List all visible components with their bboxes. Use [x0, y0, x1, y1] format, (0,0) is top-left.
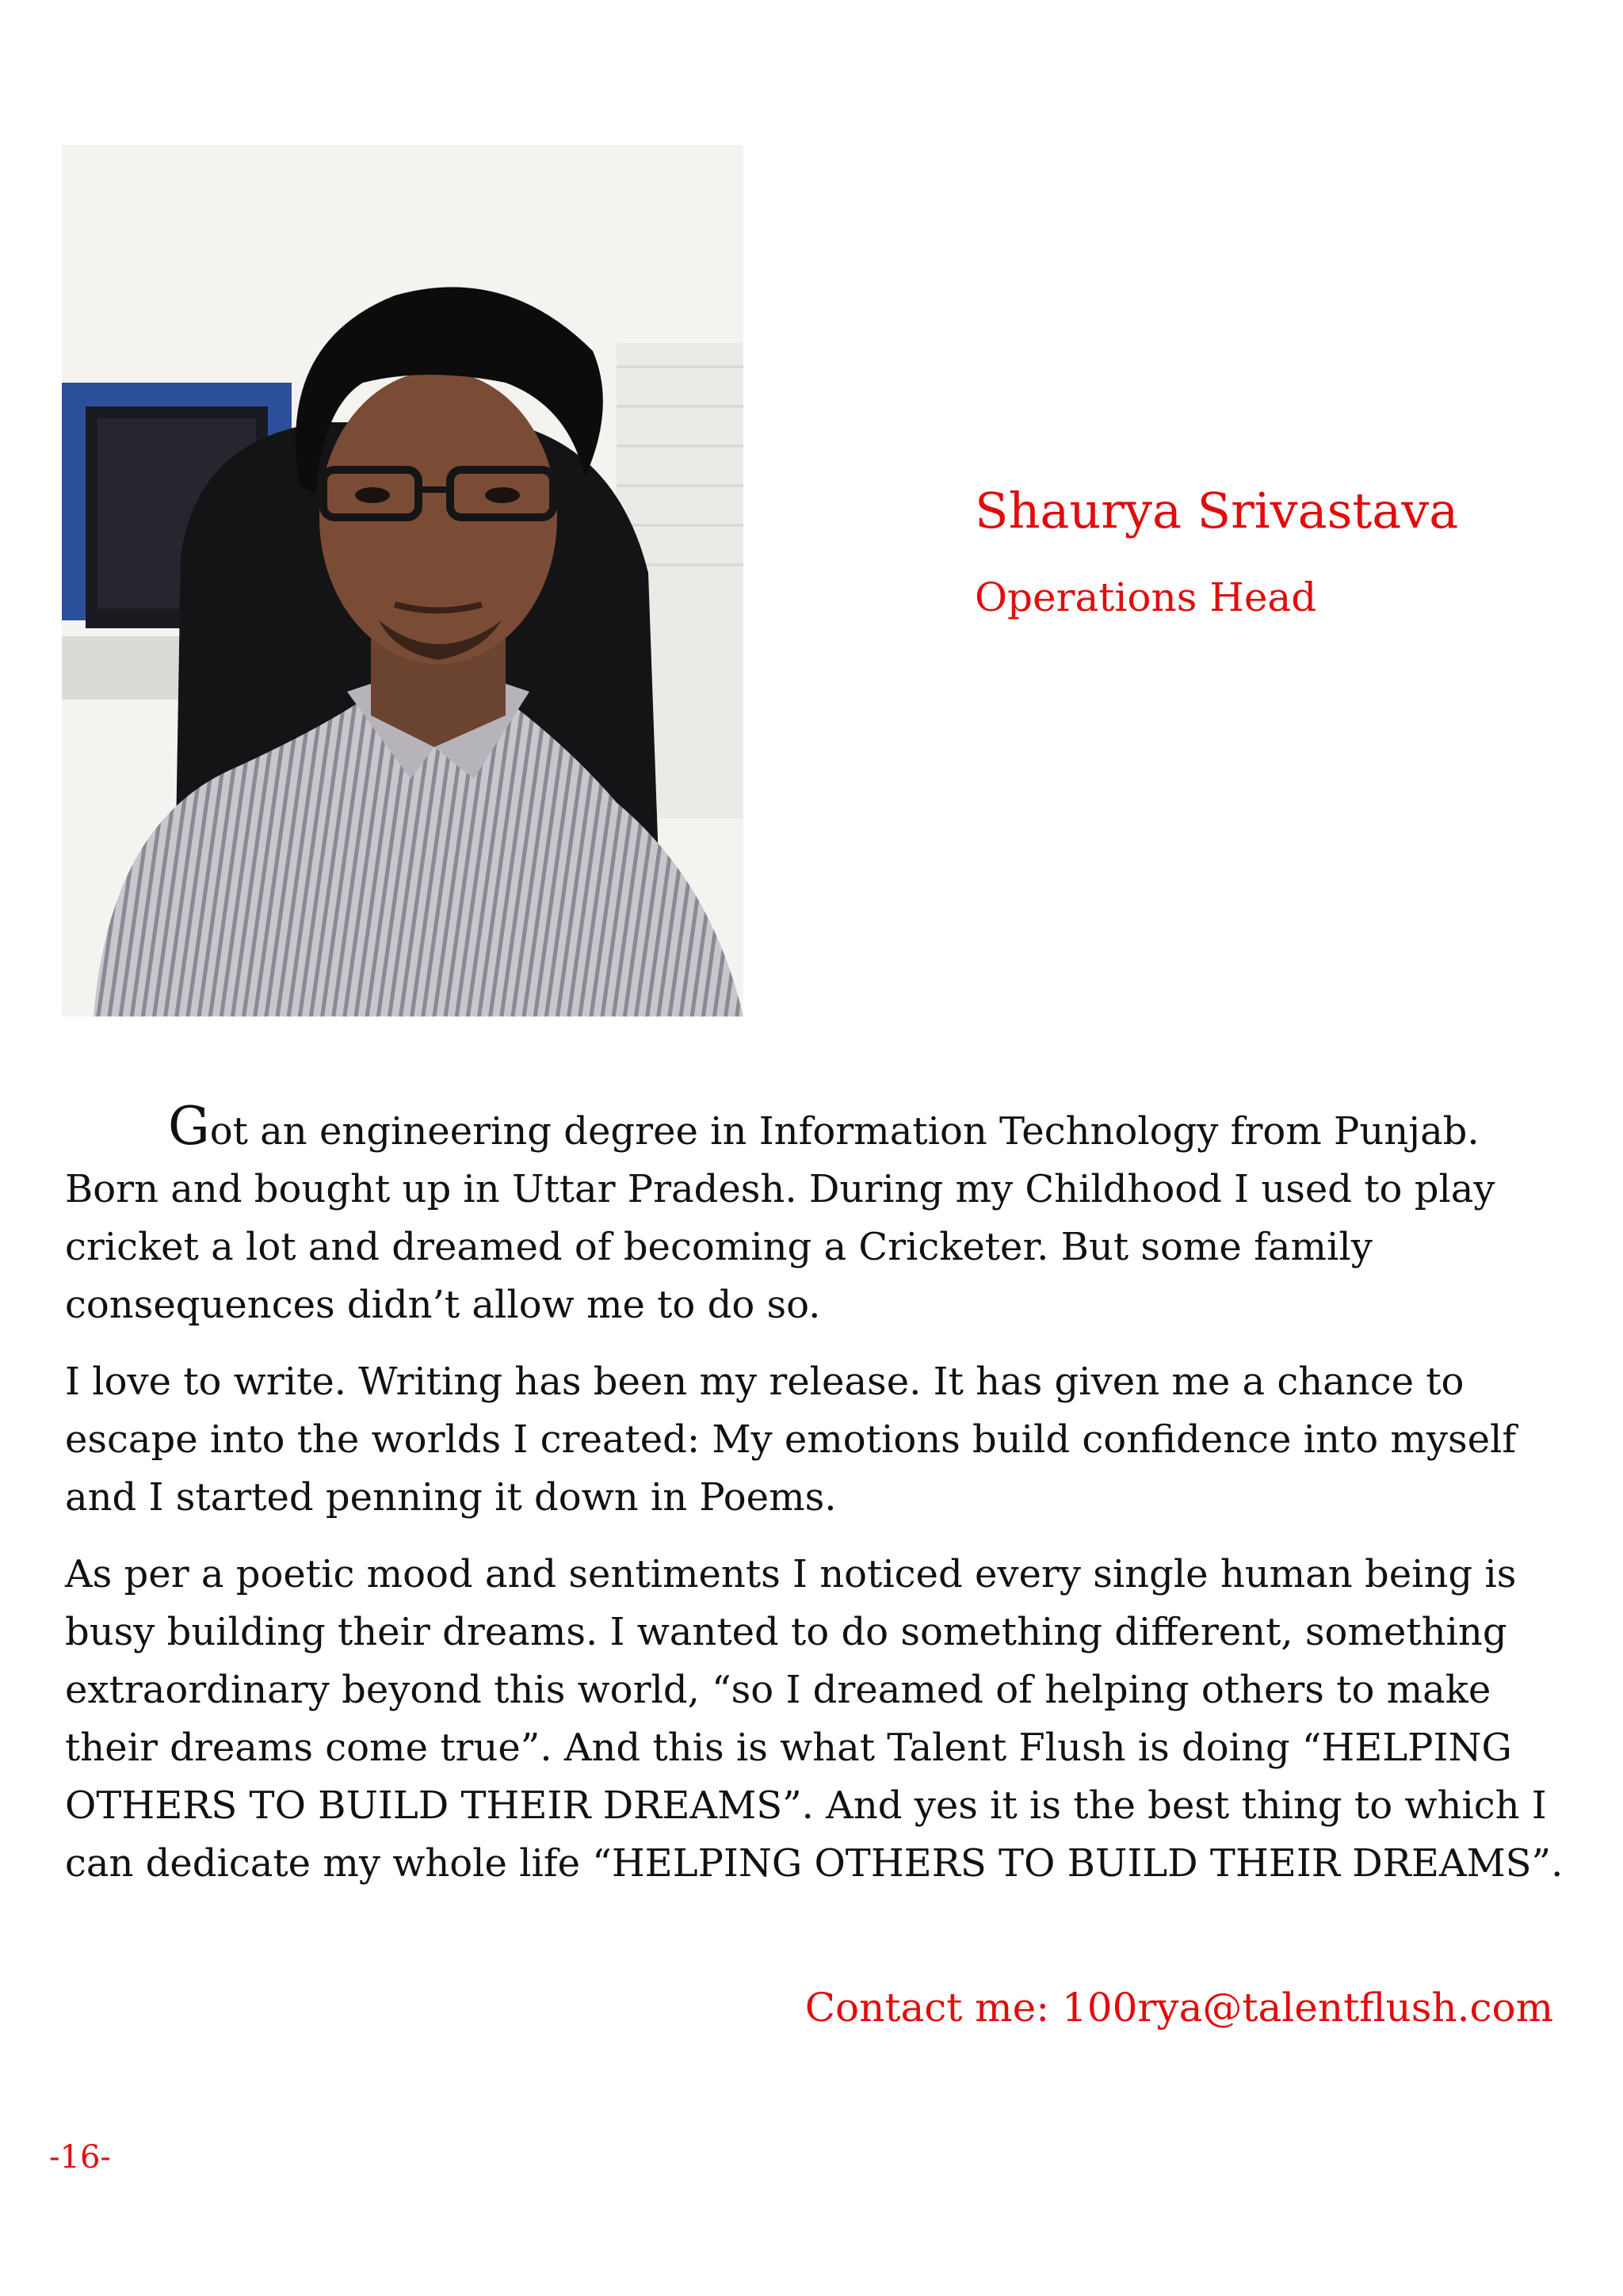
- person-name: Shaurya Srivastava: [975, 482, 1459, 540]
- biography: [65, 1097, 1571, 1912]
- biography-paragraph-3: As per a poetic mood and sentiments I noticed every single human being is busy building their dreams. I wanted to do something different, something extraordinary beyond this world, “so I dreamed of helping others to make their dreams come true”. And this is what Talent Flush is doing “HELPING OTHERS TO BUILD THEIR DREAMS”. And yes it is the best thing to which I can dedicate my whole life “HELPING OTHERS TO BUILD THEIR DREAMS”.: [65, 1552, 1564, 1886]
- person-portrait-photo-icon: [62, 145, 743, 1016]
- biography-paragraph-2: I love to write. Writing has been my release. It has given me a chance to escape into the worlds I created: My emotions build confidence into myself and I started penning it down in Poems.: [65, 1360, 1517, 1520]
- page-number: -16-: [49, 2139, 111, 2176]
- biography-paragraph-1: [65, 1097, 1571, 1334]
- drop-cap-initial: G: [168, 1096, 210, 1157]
- contact-email: Contact me: 100rya@talentflush.com: [804, 1985, 1553, 2031]
- paragraph-1-text: ot an engineering degree in Information Technology from Punjab. Born and bought up in Uttar Pradesh. During my Childhood I used to play cricket a lot and dreamed of becoming a Cricketer. But some family consequences didn’t allow me to do so.: [65, 1109, 1495, 1327]
- person-role: Operations Head: [975, 574, 1317, 620]
- profile-photo: [62, 145, 743, 1016]
